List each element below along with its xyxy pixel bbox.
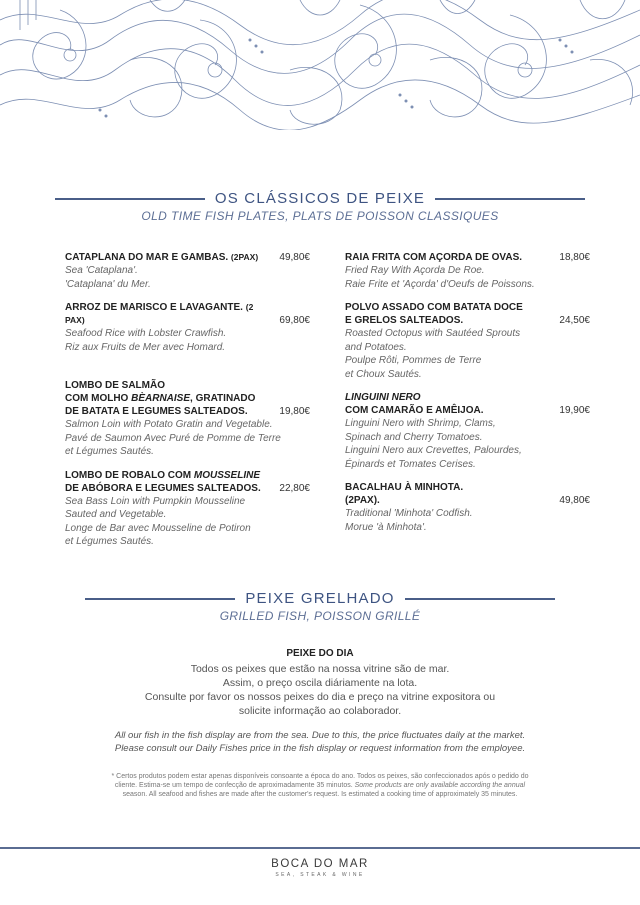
dish-raia-frita (345, 251, 590, 291)
peixe-do-dia-en-line: All our fish in the fish display are from the sea. Due to this, the price fluctuates daily at the market. (114, 730, 526, 741)
peixe-do-dia-pt-line: Assim, o preço oscila diáriamente na lota. (222, 677, 418, 689)
dish-desc-fr: Poulpe Rôti, Pommes de Terre (345, 355, 482, 366)
dish-desc-fr: Linguini Nero aux Crevettes, Palourdes, (345, 445, 522, 456)
peixe-do-dia-title: PEIXE DO DIA (286, 648, 354, 659)
dish-name: LOMBO DE ROBALO COM MOUSSELINE DE ABÓBORA E LEGUMES SALTEADOS. 22,80€ (65, 469, 310, 494)
brand-name: BOCA DO MAR (271, 858, 369, 870)
dish-desc-fr: et Choux Sautés. (345, 368, 422, 380)
dish-desc-en: Traditional 'Minhota' Codfish. (345, 508, 473, 519)
dish-price: 18,80€ (559, 252, 590, 263)
dish-name: LINGUINI NERO COM CAMARÃO E AMÊIJOA. 19,90€ (345, 392, 590, 416)
dish-price: 49,80€ (279, 252, 310, 263)
dish-name: LOMBO DE SALMÃO COM MOLHO BÈARNAISE, GRATINADO DE BATATA E LEGUMES SALTEADOS. 19,80€ (65, 380, 310, 417)
dish-desc-en: Sauted and Vegetable. (65, 509, 167, 520)
dish-name: RAIA FRITA COM AÇORDA DE OVAS. 18,80€ (345, 252, 590, 263)
paisley-pattern-icon (0, 0, 640, 130)
section-title: OS CLÁSSICOS DE PEIXE (214, 190, 426, 207)
dish-desc-fr: Pavé de Saumon Avec Puré de Pomme de Terre (65, 432, 281, 444)
title-rule-right (435, 198, 585, 200)
dish-desc-fr: Épinards et Tomates Cerises. (345, 458, 476, 470)
dish-desc-en: Sea Bass Loin with Pumpkin Mousseline (65, 495, 246, 507)
peixe-do-dia-pt-line: solicite informação ao colaborador. (238, 705, 402, 717)
section-grelhado-header (0, 590, 640, 623)
dish-price: 19,80€ (279, 406, 310, 417)
dish-price: 69,80€ (279, 315, 310, 326)
dish-price: 22,80€ (279, 482, 310, 494)
dish-desc-fr: Riz aux Fruits de Mer avec Homard. (65, 341, 226, 353)
dish-name: BACALHAU À MINHOTA. (2PAX). 49,80€ (345, 482, 590, 506)
footer-divider (0, 847, 640, 849)
dish-desc-fr: et Légumes Sautés. (65, 446, 154, 457)
footnote-line: season. All seafood and fishes are made after the customer's request. Is estimated a cooking time of approximately 35 minutes. (122, 791, 518, 798)
dish-desc-fr: et Légumes Sautés. (65, 536, 154, 547)
dish-desc-en: Sea 'Cataplana'. (65, 265, 138, 276)
dish-cataplana (65, 251, 310, 291)
dish-name: POLVO ASSADO COM BATATA DOCE E GRELOS SALTEADOS. 24,50€ (345, 302, 590, 326)
section-subtitle: OLD TIME FISH PLATES, PLATS DE POISSON CLASSIQUES (141, 209, 499, 223)
title-rule-right (405, 598, 555, 600)
footnote-line: cliente. Estima-se um tempo de confecção de aproximadamente 35 minutos. Some products are only available according the annual (114, 782, 526, 789)
dish-price: 19,90€ (559, 405, 590, 416)
peixe-do-dia-pt-line: Todos os peixes que estão na nossa vitrine são de mar. (190, 663, 450, 675)
section-classicos-header (0, 190, 640, 223)
dish-polvo-assado (345, 301, 590, 381)
dish-desc-en: and Potatoes. (345, 341, 407, 353)
title-rule-left (85, 598, 235, 600)
title-rule-left (55, 198, 205, 200)
left-column (65, 251, 310, 559)
dish-price: 24,50€ (559, 315, 590, 326)
footnote (0, 772, 640, 799)
paisley-banner (0, 0, 640, 130)
dish-desc-en: Seafood Rice with Lobster Crawfish. (65, 328, 227, 339)
dish-desc-en: Spinach and Cherry Tomatoes. (345, 431, 483, 443)
dish-desc-fr: 'Cataplana' du Mer. (65, 278, 151, 290)
brand-tagline: SEA, STEAK & WINE (275, 872, 365, 878)
peixe-do-dia-pt-line: Consulte por favor os nossos peixes do dia e preço na vitrine expositora ou (144, 691, 496, 703)
dish-bacalhau-minhota (345, 481, 590, 534)
dish-desc-fr: Raie Frite et 'Açorda' d'Oeufs de Poissons. (345, 278, 535, 290)
section-title: PEIXE GRELHADO (245, 590, 395, 607)
dish-name: CATAPLANA DO MAR E GAMBAS. (2PAX) 49,80€ (65, 252, 310, 263)
dish-lombo-salmao (65, 379, 310, 459)
dish-desc-en: Roasted Octopus with Sautéed Sprouts (345, 328, 521, 339)
peixe-do-dia-block (0, 648, 640, 755)
dish-name: ARROZ DE MARISCO E LAVAGANTE. (2 PAX) 69,80€ (65, 302, 310, 326)
dish-desc-en: Fried Ray With Açorda De Roe. (345, 265, 485, 276)
dish-linguini-nero (345, 391, 590, 471)
dish-desc-fr: Longe de Bar avec Mousseline de Potiron (65, 522, 251, 534)
dish-arroz-marisco (65, 301, 310, 354)
dish-lombo-robalo (65, 469, 310, 549)
right-column (345, 251, 590, 544)
dish-desc-en: Salmon Loin with Potato Gratin and Vegetable. (65, 419, 273, 430)
dish-price: 49,80€ (559, 495, 590, 506)
peixe-do-dia-en-line: Please consult our Daily Fishes price in the fish display or request information from the employee. (114, 743, 526, 754)
dish-desc-en: Linguini Nero with Shrimp, Clams, (345, 418, 496, 429)
dish-desc-fr: Morue 'à Minhota'. (345, 521, 427, 533)
brand-logo (0, 858, 640, 878)
footnote-line: * Certos produtos podem estar apenas disponíveis consoante a época do ano. Todos os peixes, são confeccionados após o pedido do (111, 773, 529, 780)
section-subtitle: GRILLED FISH, POISSON GRILLÉ (219, 609, 421, 623)
